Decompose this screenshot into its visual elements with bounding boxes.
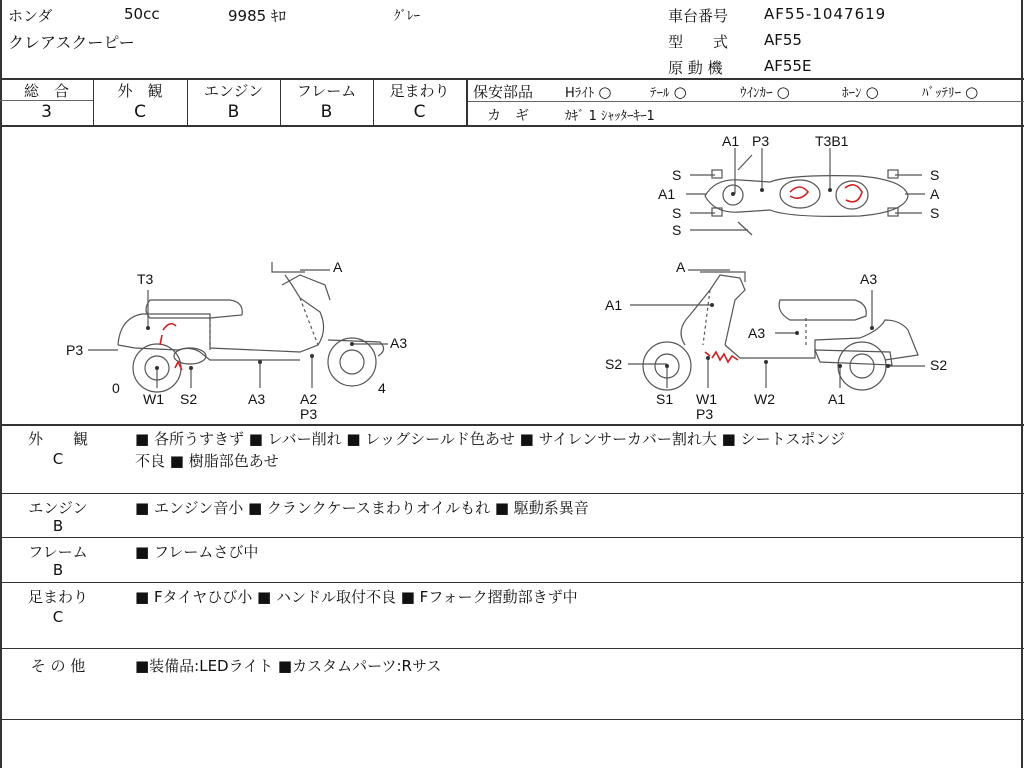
ok-circle-icon: ○ bbox=[776, 83, 790, 101]
section-suspension-grade: C bbox=[52, 608, 64, 626]
diagram-label: A bbox=[676, 259, 686, 275]
diagram-label: A3 bbox=[748, 325, 766, 341]
key-value: ｶｷﾞ 1 ｼｬｯﾀｰｷｰ1 bbox=[565, 109, 655, 124]
diagram-label: T3 bbox=[137, 271, 154, 287]
frame-no: AF55-1047619 bbox=[764, 5, 887, 23]
color: ｸﾞﾚｰ bbox=[394, 9, 420, 24]
diagram-label: W2 bbox=[754, 391, 775, 407]
diagram-label: A1 bbox=[605, 297, 623, 313]
safety-battery: ﾊﾞｯﾃﾘｰ ○ bbox=[922, 83, 979, 101]
safety-horn: ﾎｰﾝ ○ bbox=[842, 83, 879, 101]
mileage: 9985 ｷﾛ bbox=[228, 7, 286, 25]
maker: ホンダ bbox=[8, 7, 53, 25]
section-exterior-text: ■ 各所うすきず ■ レバー削れ ■ レッグシールド色あせ ■ サイレンサーカバー割れ大 ■ シートスポンジ bbox=[135, 430, 846, 448]
key-label: カ ギ bbox=[487, 108, 529, 124]
diagram-label: P3 bbox=[696, 406, 714, 422]
diagram-label: S2 bbox=[930, 357, 948, 373]
ok-circle-icon: ○ bbox=[598, 83, 612, 101]
section-exterior-label: 外 観 bbox=[27, 430, 88, 448]
diagram-label: A1 bbox=[722, 133, 740, 149]
diagram-label: A3 bbox=[248, 391, 266, 407]
engine-value: AF55E bbox=[764, 57, 812, 75]
diagram-label: S2 bbox=[605, 356, 623, 372]
section-engine-label: エンジン bbox=[28, 499, 88, 517]
safety-winker: ｳｲﾝｶｰ ○ bbox=[740, 83, 790, 101]
diagram-label: S2 bbox=[180, 391, 198, 407]
grade-frame-value: B bbox=[320, 102, 333, 122]
grade-suspension-label: 足まわり bbox=[389, 82, 450, 100]
frame-no-label: 車台番号 bbox=[668, 7, 729, 25]
diagram-label: A1 bbox=[658, 186, 676, 202]
diagram-label: A2 bbox=[300, 391, 318, 407]
diagram-label: W1 bbox=[143, 391, 164, 407]
section-other-text: ■装備品:LEDライト ■カスタムパーツ:Rサス bbox=[135, 657, 442, 675]
type-label: 型 式 bbox=[668, 33, 729, 51]
diagram-label: A1 bbox=[828, 391, 846, 407]
type-value: AF55 bbox=[764, 31, 802, 49]
section-other-label: そ の 他 bbox=[30, 657, 86, 675]
diagram-label: S bbox=[930, 205, 940, 221]
diagram-label: P3 bbox=[300, 406, 318, 422]
displacement: 50cc bbox=[124, 5, 160, 23]
ok-circle-icon: ○ bbox=[865, 83, 879, 101]
grade-engine-value: B bbox=[227, 102, 240, 122]
section-frame-text: ■ フレームさび中 bbox=[135, 543, 259, 561]
section-engine-text: ■ エンジン音小 ■ クランクケースまわりオイルもれ ■ 駆動系異音 bbox=[135, 499, 589, 517]
section-suspension-text: ■ Fタイヤひび小 ■ ハンドル取付不良 ■ Fフォーク摺動部きず中 bbox=[135, 588, 578, 606]
ok-circle-icon: ○ bbox=[673, 83, 687, 101]
section-frame-grade: B bbox=[52, 561, 64, 579]
diagram-label: S bbox=[672, 222, 682, 238]
diagram-label: W1 bbox=[696, 391, 717, 407]
section-suspension-label: 足まわり bbox=[27, 588, 88, 606]
grade-exterior-label: 外 観 bbox=[117, 82, 163, 100]
section-exterior-grade: C bbox=[52, 450, 64, 468]
model-name: クレアスクーピー bbox=[8, 33, 135, 52]
grade-total-label: 総 合 bbox=[23, 82, 69, 100]
diagram-label: S bbox=[672, 167, 682, 183]
diagram-label: 0 bbox=[112, 380, 120, 396]
grade-suspension-value: C bbox=[413, 102, 426, 122]
safety-tail: ﾃｰﾙ ○ bbox=[650, 83, 687, 101]
ok-circle-icon: ○ bbox=[965, 83, 979, 101]
safety-headlight: Hﾗｲﾄ ○ bbox=[565, 83, 612, 101]
diagram-label: P3 bbox=[66, 342, 84, 358]
grade-engine-label: エンジン bbox=[203, 82, 264, 100]
diagram-label: A bbox=[333, 259, 343, 275]
diagram-label: S1 bbox=[656, 391, 674, 407]
section-exterior-text-cont: 不良 ■ 樹脂部色あせ bbox=[135, 452, 279, 470]
diagram-label: S bbox=[930, 167, 940, 183]
diagram-label: S bbox=[672, 205, 682, 221]
diagram-label: A3 bbox=[860, 271, 878, 287]
grade-frame-label: フレーム bbox=[296, 82, 357, 100]
diagram-label: A3 bbox=[390, 335, 408, 351]
section-engine-grade: B bbox=[52, 517, 64, 535]
section-frame-label: フレーム bbox=[28, 543, 88, 561]
grade-total-value: 3 bbox=[41, 102, 52, 122]
diagram-label: P3 bbox=[752, 133, 770, 149]
grade-exterior-value: C bbox=[134, 102, 146, 122]
safety-label: 保安部品 bbox=[473, 83, 534, 101]
engine-label: 原 動 機 bbox=[668, 59, 723, 77]
diagram-label: A bbox=[930, 186, 940, 202]
diagram-label: 4 bbox=[378, 380, 386, 396]
diagram-label: T3B1 bbox=[815, 133, 849, 149]
